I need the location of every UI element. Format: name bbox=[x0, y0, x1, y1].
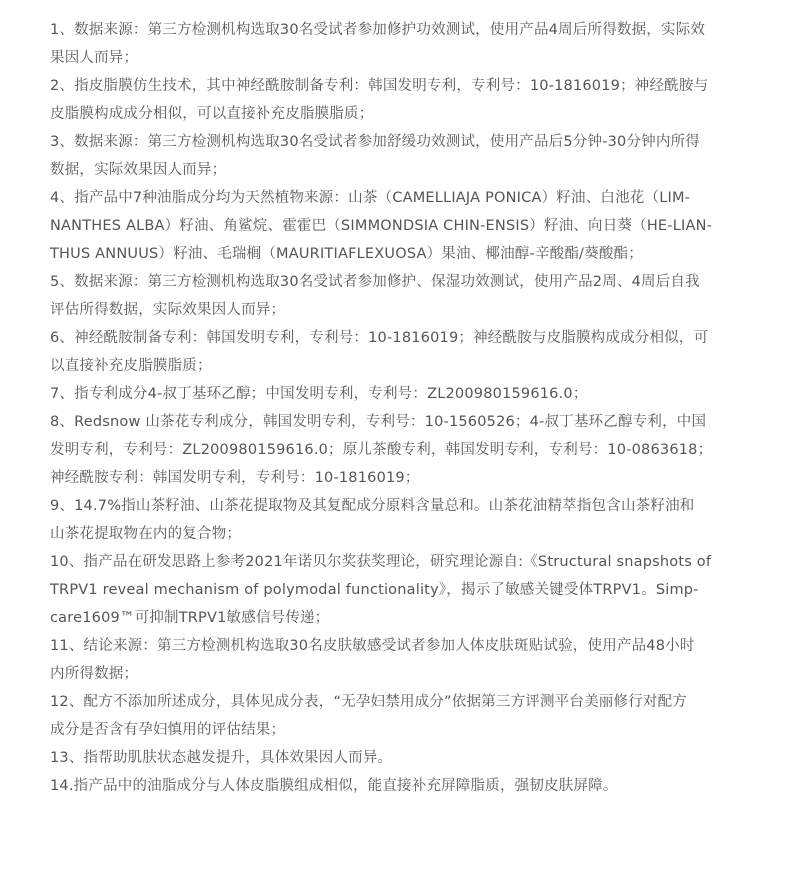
footnote-line: 9、14.7%指山茶籽油、山茶花提取物及其复配成分原料含量总和。山茶花油精萃指包含山茶籽油和 bbox=[50, 498, 695, 514]
footnote-9 bbox=[50, 492, 742, 548]
footnote-line: 3、数据来源：第三方检测机构选取30名受试者参加舒缓功效测试，使用产品后5分钟-30分钟内所得 bbox=[50, 134, 700, 150]
footnote-line: 2、指皮脂膜仿生技术，其中神经酰胺制备专利：韩国发明专利，专利号：10-1816019；神经酰胺与 bbox=[50, 78, 709, 94]
footnote-6 bbox=[50, 324, 742, 380]
footnote-line: 4、指产品中7种油脂成分均为天然植物来源：山茶（CAMELLIAJA PONICA）籽油、白池花（LIM- bbox=[50, 190, 691, 206]
footnote-line: 数据，实际效果因人而异； bbox=[50, 162, 227, 178]
footnote-line: NANTHES ALBA）籽油、角鲨烷、霍霍巴（SIMMONDSIA CHIN-ENSIS）籽油、向日葵（HE-LIAN- bbox=[50, 218, 713, 234]
footnote-3 bbox=[50, 128, 742, 184]
footnote-13 bbox=[50, 744, 742, 772]
footnote-line: 11、结论来源：第三方检测机构选取30名皮肤敏感受试者参加人体皮肤斑贴试验，使用产品48小时 bbox=[50, 638, 695, 654]
footnotes-list bbox=[50, 16, 742, 800]
footnote-8 bbox=[50, 408, 742, 492]
footnote-7 bbox=[50, 380, 742, 408]
footnote-2 bbox=[50, 72, 742, 128]
footnote-line: 7、指专利成分4-叔丁基环乙醇；中国发明专利，专利号：ZL200980159616.0； bbox=[50, 386, 588, 402]
footnote-11 bbox=[50, 632, 742, 688]
footnote-line: 13、指帮助肌肤状态越发提升，具体效果因人而异。 bbox=[50, 750, 393, 766]
footnote-4 bbox=[50, 184, 742, 268]
footnote-line: 8、Redsnow 山茶花专利成分，韩国发明专利，专利号：10-1560526；4-叔丁基环乙醇专利，中国 bbox=[50, 414, 707, 430]
footnote-14 bbox=[50, 772, 742, 800]
footnote-line: 10、指产品在研发思路上参考2021年诺贝尔奖获奖理论，研究理论源自:《Structural snapshots of bbox=[50, 554, 712, 570]
footnote-line: THUS ANNUUS）籽油、毛瑞榈（MAURITIAFLEXUOSA）果油、椰油醇-辛酸酯/葵酸酯； bbox=[50, 246, 643, 262]
footnote-line: 5、数据来源：第三方检测机构选取30名受试者参加修护、保湿功效测试，使用产品2周、4周后自我 bbox=[50, 274, 700, 290]
footnote-line: 内所得数据； bbox=[50, 666, 139, 682]
footnote-line: 皮脂膜构成成分相似，可以直接补充皮脂膜脂质； bbox=[50, 106, 374, 122]
footnote-line: 成分是否含有孕妇慎用的评估结果； bbox=[50, 722, 286, 738]
footnote-1 bbox=[50, 16, 742, 72]
footnote-5 bbox=[50, 268, 742, 324]
footnote-12 bbox=[50, 688, 742, 744]
footnote-10 bbox=[50, 548, 742, 632]
footnote-line: 山茶花提取物在内的复合物； bbox=[50, 526, 242, 542]
footnote-line: 14.指产品中的油脂成分与人体皮脂膜组成相似，能直接补充屏障脂质，强韧皮肤屏障。 bbox=[50, 778, 618, 794]
footnote-line: 果因人而异； bbox=[50, 50, 139, 66]
footnote-line: care1609™可抑制TRPV1敏感信号传递； bbox=[50, 610, 330, 626]
footnote-line: 评估所得数据，实际效果因人而异； bbox=[50, 302, 286, 318]
footnote-line: 6、神经酰胺制备专利：韩国发明专利，专利号：10-1816019；神经酰胺与皮脂膜构成成分相似，可 bbox=[50, 330, 709, 346]
footnote-line: 1、数据来源：第三方检测机构选取30名受试者参加修护功效测试，使用产品4周后所得数据，实际效 bbox=[50, 22, 706, 38]
footnote-line: 神经酰胺专利：韩国发明专利，专利号：10-1816019； bbox=[50, 470, 420, 486]
footnote-line: 发明专利，专利号：ZL200980159616.0；原儿茶酸专利，韩国发明专利，专利号：10-0863618； bbox=[50, 442, 713, 458]
footnote-line: 12、配方不添加所述成分，具体见成分表，“无孕妇禁用成分”依据第三方评测平台美丽修行对配方 bbox=[50, 694, 687, 710]
footnote-line: 以直接补充皮脂膜脂质； bbox=[50, 358, 212, 374]
footnote-line: TRPV1 reveal mechanism of polymodal functionality》，揭示了敏感关键受体TRPV1。Simp- bbox=[50, 582, 699, 598]
